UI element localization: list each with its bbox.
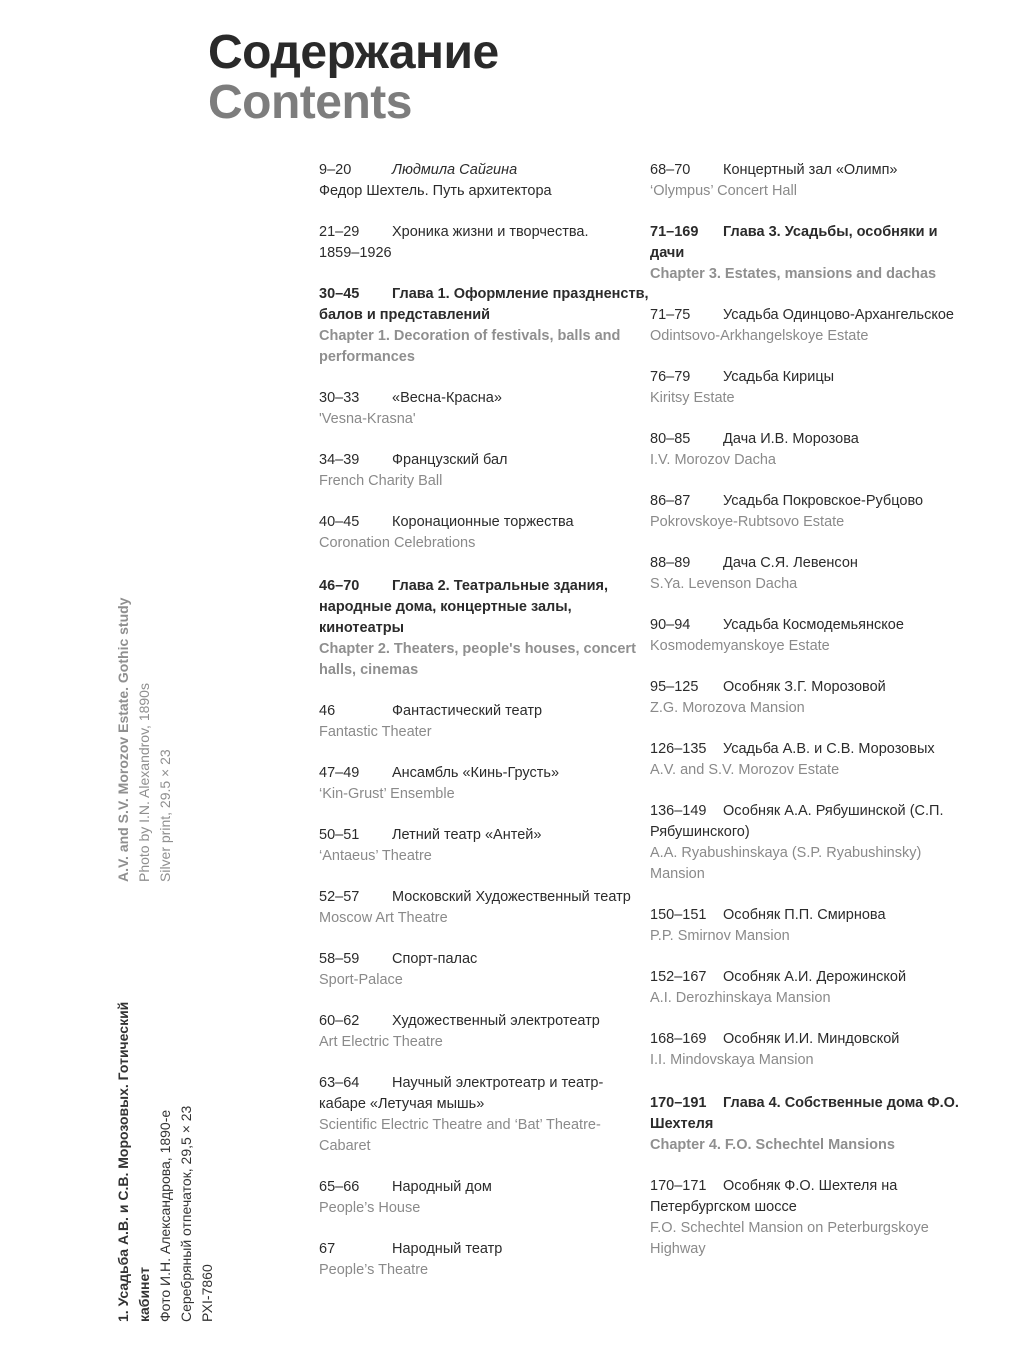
toc-entry: [650, 677, 960, 719]
entry-text: Концертный зал «Олимп»: [723, 162, 898, 178]
entry-title-ru: [319, 889, 631, 905]
entry-text: Народный театр: [392, 1241, 503, 1257]
page-range: 58–59: [319, 951, 360, 967]
entry-title-ru: [650, 1178, 897, 1215]
entry-title-ru: [650, 162, 898, 178]
entry-text: Особняк А.А. Рябушинской (С.П. Рябушинского): [650, 803, 944, 840]
image-caption-ru: [113, 1002, 218, 1322]
entry-text: Глава 1. Оформление праздненств, балов и представлений: [319, 286, 649, 323]
entry-text: Особняк Ф.О. Шехтеля на Петербургском шоссе: [650, 1178, 898, 1215]
entry-title-en: People’s Theatre: [319, 1262, 429, 1278]
page-range: 88–89: [650, 555, 691, 571]
toc-entry: [650, 305, 960, 347]
entry-title-en: 'Vesna-Krasna': [319, 411, 416, 427]
caption-en-line2: Photo by I.N. Alexandrov, 1890s: [136, 683, 152, 882]
entry-text: Глава 3. Усадьбы, особняки и дачи: [650, 224, 938, 261]
entry-text: Особняк П.П. Смирнова: [723, 907, 886, 923]
page-range: 170–171: [650, 1178, 707, 1194]
entry-title-ru: [319, 765, 559, 781]
entry-title-en: Pokrovskoye-Rubtsovo Estate: [650, 514, 845, 530]
entry-text: Фантастический театр: [392, 703, 543, 719]
toc-entry: [650, 1029, 960, 1071]
toc-entry: [319, 825, 649, 867]
page-range: 30–45: [319, 286, 360, 302]
entry-text: Особняк З.Г. Морозовой: [723, 679, 886, 695]
toc-entry: [650, 367, 960, 409]
entry-title-ru: [650, 803, 943, 840]
toc-entry: [650, 160, 960, 202]
toc-entry: [319, 949, 649, 991]
page-range: 170–191: [650, 1095, 707, 1111]
entry-text: «Весна-Красна»: [392, 390, 502, 406]
caption-ru-line3: Серебряный отпечаток, 29,5 × 23: [178, 1105, 194, 1322]
page-range: 40–45: [319, 514, 360, 530]
page-range: 34–39: [319, 452, 360, 468]
entry-title-ru: [319, 224, 589, 240]
entry-title-ru: [319, 1075, 603, 1112]
entry-title-en: Kiritsy Estate: [650, 390, 735, 406]
entry-text: Усадьба Космодемьянское: [723, 617, 904, 633]
entry-title-ru: [650, 969, 906, 985]
page-range: 150–151: [650, 907, 707, 923]
entry-text: Летний театр «Антей»: [392, 827, 542, 843]
entry-title-en: F.O. Schechtel Mansion on Peterburgskoye Highway: [650, 1220, 929, 1257]
page-range: 46: [319, 703, 336, 719]
chapter-entry: [650, 1093, 960, 1156]
toc-entry: [319, 1073, 649, 1157]
entry-subtitle-ru: 1859–1926: [319, 245, 392, 261]
entry-title-en: Z.G. Morozova Mansion: [650, 700, 805, 716]
entry-text: Коронационные торжества: [392, 514, 574, 530]
entry-title-ru: [650, 369, 834, 385]
caption-ru-line1b: кабинет: [136, 1267, 152, 1322]
entry-text: Усадьба Покровское-Рубцово: [723, 493, 924, 509]
title-en: Contents: [208, 76, 412, 129]
entry-title-ru: [650, 679, 886, 695]
entry-title-ru: [319, 1179, 492, 1195]
entry-title-en: A.I. Derozhinskaya Mansion: [650, 990, 831, 1006]
entry-title-ru: [650, 1031, 899, 1047]
entry-title-en: Kosmodemyanskoye Estate: [650, 638, 830, 654]
entry-title-en: ‘Olympus’ Concert Hall: [650, 183, 797, 199]
toc-entry: [319, 1239, 649, 1281]
entry-title-en: People’s House: [319, 1200, 421, 1216]
title-ru: Содержание: [208, 26, 499, 79]
toc-entry: [650, 739, 960, 781]
entry-title-ru: [319, 578, 608, 636]
entry-title-en: Chapter 4. F.O. Schechtel Mansions: [650, 1137, 895, 1153]
entry-title-en: Sport-Palace: [319, 972, 403, 988]
chapter-entry: [319, 284, 649, 368]
toc-entry: [319, 1177, 649, 1219]
entry-text: Людмила Сайгина: [392, 162, 518, 178]
page-range: 126–135: [650, 741, 707, 757]
page-range: 152–167: [650, 969, 707, 985]
caption-ru-line4: РХI-7860: [199, 1264, 215, 1322]
chapter-entry: [650, 222, 960, 285]
toc-entry: [650, 615, 960, 657]
caption-en-line1: A.V. and S.V. Morozov Estate. Gothic study: [115, 597, 131, 882]
image-caption-en: [113, 598, 176, 882]
entry-title-en: A.V. and S.V. Morozov Estate: [650, 762, 840, 778]
toc-entry: [319, 512, 649, 554]
entry-title-ru: [319, 390, 502, 406]
entry-title-en: Moscow Art Theatre: [319, 910, 448, 926]
entry-title-en: Chapter 1. Decoration of festivals, balls and performances: [319, 328, 621, 365]
entry-title-en: Coronation Celebrations: [319, 535, 476, 551]
page-range: 46–70: [319, 578, 360, 594]
caption-ru-line2: Фото И.Н. Александрова, 1890-е: [157, 1109, 173, 1322]
entry-title-en: P.P. Smirnov Mansion: [650, 928, 790, 944]
entry-text: Глава 4. Собственные дома Ф.О. Шехтеля: [650, 1095, 959, 1132]
entry-title-ru: [319, 452, 508, 468]
page-range: 60–62: [319, 1013, 360, 1029]
toc-entry: [319, 388, 649, 430]
entry-title-en: Chapter 2. Theaters, people's houses, concert halls, cinemas: [319, 641, 636, 678]
entry-title-en: I.I. Mindovskaya Mansion: [650, 1052, 814, 1068]
entry-text: Художественный электротеатр: [392, 1013, 600, 1029]
page-range: 86–87: [650, 493, 691, 509]
toc-entry: [650, 905, 960, 947]
entry-title-en: French Charity Ball: [319, 473, 443, 489]
contents-right-column: [650, 160, 960, 1280]
toc-entry: [319, 1011, 649, 1053]
entry-title-ru: [650, 617, 904, 633]
entry-subtitle-ru: Федор Шехтель. Путь архитектора: [319, 183, 552, 199]
page-range: 50–51: [319, 827, 360, 843]
entry-text: Научный электротеатр и театр-кабаре «Летучая мышь»: [319, 1075, 604, 1112]
page-range: 67: [319, 1241, 336, 1257]
toc-entry: [319, 450, 649, 492]
entry-title-ru: [319, 1013, 600, 1029]
toc-entry: [319, 887, 649, 929]
entry-text: Глава 2. Театральные здания, народные дома, концертные залы, кинотеатры: [319, 578, 608, 636]
page-range: 90–94: [650, 617, 691, 633]
entry-title-en: A.A. Ryabushinskaya (S.P. Ryabushinsky) Mansion: [650, 845, 922, 882]
entry-title-ru: [319, 1241, 502, 1257]
entry-text: Особняк А.И. Дерожинской: [723, 969, 907, 985]
page-title: [208, 28, 499, 128]
toc-entry: [650, 553, 960, 595]
page-range: 71–75: [650, 307, 691, 323]
entry-title-en: Odintsovo-Arkhangelskoye Estate: [650, 328, 869, 344]
page-range: 52–57: [319, 889, 360, 905]
page-range: 95–125: [650, 679, 699, 695]
page-range: 21–29: [319, 224, 360, 240]
page-range: 136–149: [650, 803, 707, 819]
toc-entry: [650, 429, 960, 471]
page-range: 65–66: [319, 1179, 360, 1195]
entry-title-ru: [650, 555, 858, 571]
toc-entry: [650, 1176, 960, 1260]
entry-text: Московский Художественный театр: [392, 889, 631, 905]
page-range: 47–49: [319, 765, 360, 781]
entry-title-ru: [319, 286, 649, 323]
entry-title-en: ‘Kin-Grust’ Ensemble: [319, 786, 455, 802]
caption-en-line3: Silver print, 29.5 × 23: [157, 749, 173, 882]
page-range: 9–20: [319, 162, 352, 178]
entry-title-ru: [319, 162, 517, 178]
toc-entry: [319, 763, 649, 805]
toc-entry: [650, 801, 960, 885]
toc-entry: [650, 967, 960, 1009]
entry-title-en: I.V. Morozov Dacha: [650, 452, 776, 468]
entry-title-ru: [650, 1095, 959, 1132]
entry-title-ru: [319, 951, 477, 967]
page-range: 68–70: [650, 162, 691, 178]
page-range: 80–85: [650, 431, 691, 447]
entry-title-ru: [650, 224, 938, 261]
entry-title-ru: [319, 827, 541, 843]
page-range: 30–33: [319, 390, 360, 406]
caption-ru-line1: 1. Усадьба А.В. и С.В. Морозовых. Готический: [115, 1001, 131, 1322]
toc-entry: [319, 701, 649, 743]
entry-title-ru: [650, 907, 886, 923]
entry-title-ru: [650, 741, 935, 757]
entry-title-ru: [319, 703, 542, 719]
entry-text: Особняк И.И. Миндовской: [723, 1031, 900, 1047]
page-range: 76–79: [650, 369, 691, 385]
page-range: 63–64: [319, 1075, 360, 1091]
entry-text: Хроника жизни и творчества.: [392, 224, 589, 240]
toc-entry: [319, 222, 649, 264]
chapter-entry: [319, 576, 649, 681]
entry-title-ru: [650, 307, 954, 323]
entry-title-ru: [650, 431, 859, 447]
entry-text: Спорт-палас: [392, 951, 478, 967]
entry-title-en: Chapter 3. Estates, mansions and dachas: [650, 266, 937, 282]
entry-text: Народный дом: [392, 1179, 492, 1195]
entry-text: Дача С.Я. Левенсон: [723, 555, 858, 571]
entry-text: Усадьба Одинцово-Архангельское: [723, 307, 954, 323]
entry-title-ru: [650, 493, 923, 509]
entry-title-en: Scientific Electric Theatre and ‘Bat’ Theatre-Cabaret: [319, 1117, 601, 1154]
toc-entry: [319, 160, 649, 202]
page-range: 71–169: [650, 224, 699, 240]
page-range: 168–169: [650, 1031, 707, 1047]
contents-left-column: [319, 160, 649, 1301]
entry-title-en: Fantastic Theater: [319, 724, 432, 740]
entry-title-en: S.Ya. Levenson Dacha: [650, 576, 798, 592]
toc-entry: [650, 491, 960, 533]
entry-title-en: Art Electric Theatre: [319, 1034, 443, 1050]
entry-title-en: ‘Antaeus’ Theatre: [319, 848, 432, 864]
entry-text: Усадьба А.В. и С.В. Морозовых: [723, 741, 935, 757]
entry-title-ru: [319, 514, 574, 530]
entry-text: Ансамбль «Кинь-Грусть»: [392, 765, 560, 781]
entry-text: Усадьба Кирицы: [723, 369, 835, 385]
entry-text: Французский бал: [392, 452, 508, 468]
entry-text: Дача И.В. Морозова: [723, 431, 859, 447]
